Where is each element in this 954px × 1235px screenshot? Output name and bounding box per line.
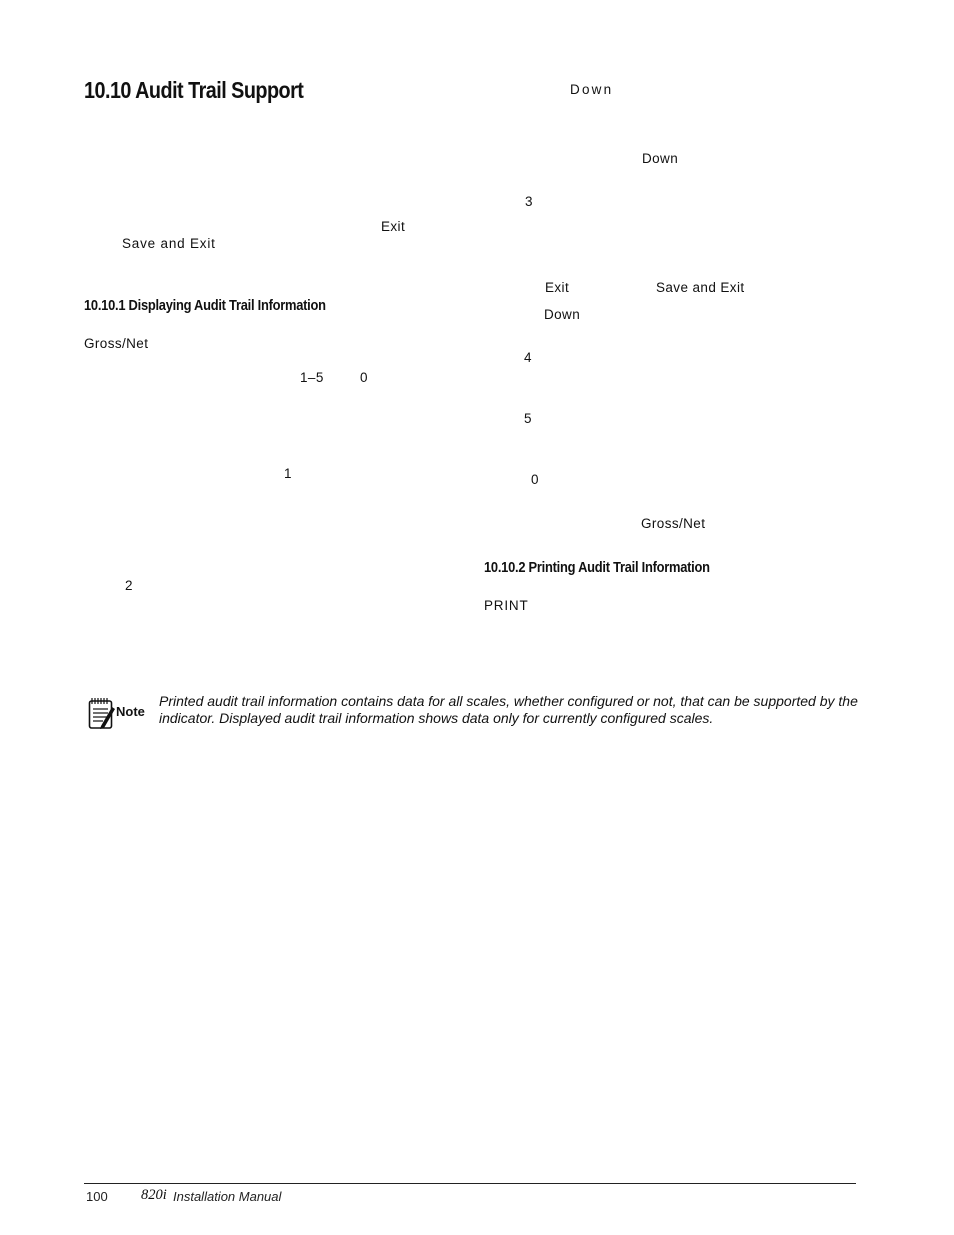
footer-model: 820i <box>141 1187 167 1203</box>
gross-net-label: Gross/Net <box>84 336 149 351</box>
step-5-label: 5 <box>524 411 532 426</box>
page-number: 100 <box>86 1189 108 1204</box>
note-text: Printed audit trail information contains data for all scales, whether configured or not, that can be supported by the indicator. Displayed audit trail information shows data only for currently configured scales. <box>159 693 858 726</box>
exit-label-right: Exit <box>545 280 570 295</box>
exit-label: Exit <box>381 219 406 234</box>
footer-rule <box>84 1183 856 1184</box>
down-label-top: Down <box>570 82 614 97</box>
down-label: Down <box>642 151 679 166</box>
save-and-exit-label-right: Save and Exit <box>656 280 745 295</box>
key-one-label: 1 <box>284 466 292 481</box>
footer-manual-title: Installation Manual <box>173 1189 282 1204</box>
step-3-label: 3 <box>525 194 533 209</box>
subsection-heading-printing: 10.10.2 Printing Audit Trail Information <box>484 559 710 576</box>
print-key-label: PRINT <box>484 598 529 613</box>
key-two-label: 2 <box>125 578 133 593</box>
down-label-lower: Down <box>544 307 581 322</box>
gross-net-label-right: Gross/Net <box>641 516 706 531</box>
section-heading: 10.10 Audit Trail Support <box>84 77 304 103</box>
step-4-label: 4 <box>524 350 532 365</box>
key-zero-label: 0 <box>360 370 368 385</box>
note-icon-label: Note <box>116 704 145 719</box>
step-0-label: 0 <box>531 472 539 487</box>
key-range-label: 1–5 <box>300 370 324 385</box>
save-and-exit-label: Save and Exit <box>122 236 216 251</box>
subsection-heading-displaying: 10.10.1 Displaying Audit Trail Information <box>84 297 326 314</box>
